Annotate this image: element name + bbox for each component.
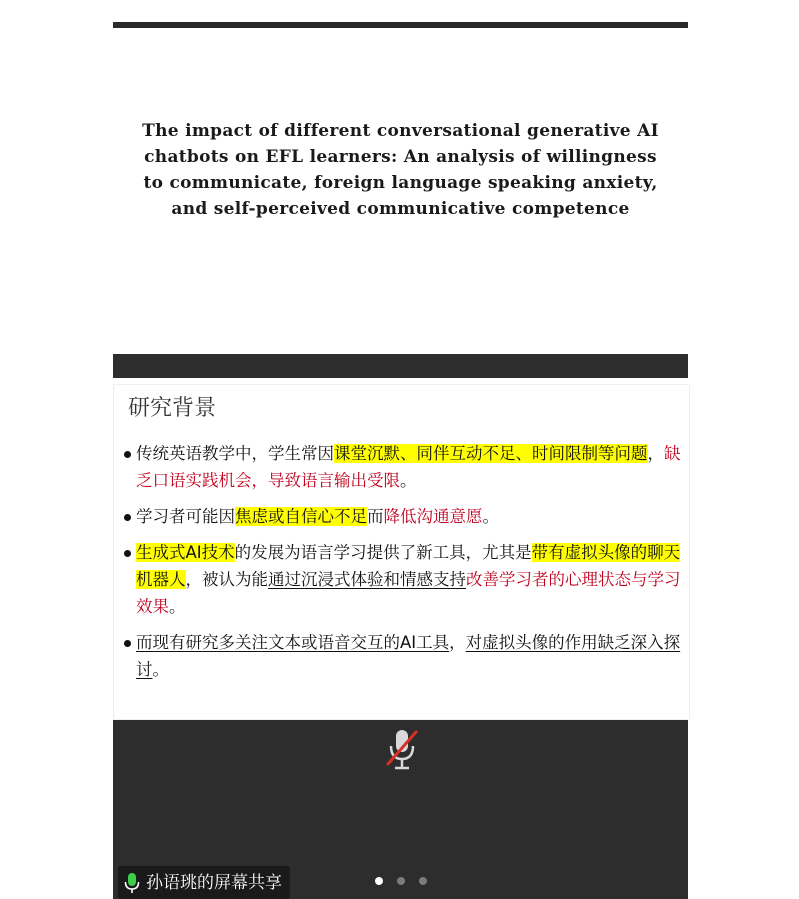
bullet-segment: 课堂沉默、同伴互动不足、时间限制等问题 — [334, 444, 648, 463]
research-background-panel — [113, 384, 690, 720]
bullet-segment: 降低沟通意愿 — [383, 507, 483, 526]
mic-muted-icon[interactable] — [385, 728, 419, 772]
bullet-segment: 。 — [169, 597, 186, 616]
bullet-item — [124, 629, 684, 683]
bullet-segment: ， — [449, 633, 466, 652]
bullet-segment: 通过沉浸式体验和情感支持 — [268, 570, 466, 589]
bullet-segment: ，被认为能 — [185, 570, 268, 589]
bullet-segment: 改善学习者的心理状态与学习效果 — [136, 570, 681, 616]
page-dot[interactable] — [419, 877, 427, 885]
slide-title-line: and self-perceived communicative competence — [171, 199, 630, 219]
bullet-segment: 焦虑或自信心不足 — [235, 507, 367, 526]
bullet-item — [124, 503, 684, 530]
bullet-item — [124, 539, 684, 620]
screen-share-label — [118, 866, 290, 899]
bullet-segment: 。 — [482, 507, 499, 526]
bullet-segment: 的发展为语言学习提供了新工具，尤其是 — [234, 543, 532, 562]
page-dot[interactable] — [375, 877, 383, 885]
bullet-segment: 。 — [400, 471, 417, 490]
bullet-item — [124, 440, 684, 494]
bullet-list — [124, 440, 684, 692]
page-dot[interactable] — [397, 877, 405, 885]
panel-heading: 研究背景 — [128, 396, 217, 421]
bullet-segment: 而现有研究多关注文本或语音交互的AI工具 — [136, 633, 450, 652]
bullet-segment: 学习者可能因 — [136, 507, 235, 526]
bullet-segment: 生成式AI技术 — [136, 543, 235, 562]
bullet-segment: 而 — [367, 507, 384, 526]
screen-share-text: 孙语珧的屏幕共享 — [146, 872, 282, 893]
slide-top-bar — [113, 22, 688, 28]
slide-title — [113, 118, 688, 222]
bullet-segment: 带有虚拟头像的聊天机器人 — [136, 543, 681, 589]
bullet-segment: 传统英语教学中，学生常因 — [136, 444, 334, 463]
slide-title-line: chatbots on EFL learners: An analysis of willingness — [144, 147, 657, 167]
video-area[interactable] — [113, 720, 688, 899]
slide-title-line: The impact of different conversational generative AI — [142, 121, 659, 141]
bullet-segment: 对虚拟头像的作用缺乏深入探讨 — [136, 633, 681, 679]
page-indicator[interactable] — [375, 877, 427, 885]
bullet-segment: ， — [647, 444, 664, 463]
mic-active-icon — [124, 872, 140, 894]
slide-divider-band — [113, 354, 688, 378]
slide-title-line: to communicate, foreign language speaking anxiety, — [143, 173, 658, 193]
bullet-segment: 。 — [152, 660, 169, 679]
bullet-segment: 缺乏口语实践机会，导致语言输出受限 — [136, 444, 681, 490]
